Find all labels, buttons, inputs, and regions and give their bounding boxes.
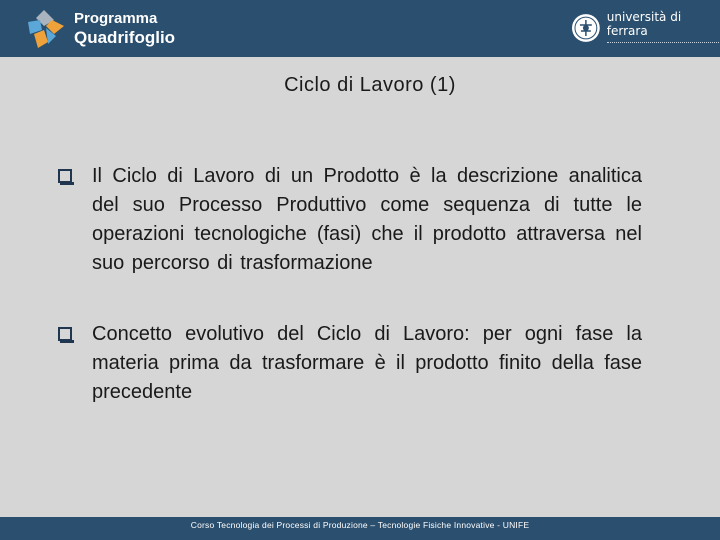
university-tagline-decoration bbox=[607, 42, 720, 46]
footer-bar bbox=[0, 517, 720, 540]
universita-ferrara-logo bbox=[571, 12, 720, 44]
bullet-text: Il Ciclo di Lavoro di un Prodotto è la descrizione analitica del suo Processo Produttivo come sequenza di tutte le operazioni tecnologiche (fasi) che il prodotto attraversa nel suo percorso di trasformazione bbox=[92, 165, 642, 274]
logo-title-line2: Quadrifoglio bbox=[74, 28, 176, 47]
checkbox-bullet-icon bbox=[58, 327, 72, 341]
programma-quadrifoglio-logo bbox=[18, 4, 175, 52]
bullet-text: Concetto evolutivo del Ciclo di Lavoro: per ogni fase la materia prima da trasformare è il prodotto finito della fase precedente bbox=[92, 323, 642, 403]
checkbox-bullet-icon bbox=[58, 169, 72, 183]
university-name: università di ferrara bbox=[606, 10, 682, 38]
bullet-item bbox=[58, 162, 642, 278]
footer-text: Corso Tecnologia dei Processi di Produzione – Tecnologie Fisiche Innovative - UNIFE bbox=[190, 520, 530, 530]
header-bar bbox=[0, 0, 720, 57]
bullet-item bbox=[58, 320, 642, 407]
logo-title-line1: Programma bbox=[74, 10, 158, 27]
quadrifoglio-logo-icon bbox=[18, 4, 70, 52]
slide-title: Ciclo di Lavoro (1) bbox=[284, 74, 456, 96]
university-seal-icon bbox=[571, 13, 601, 43]
